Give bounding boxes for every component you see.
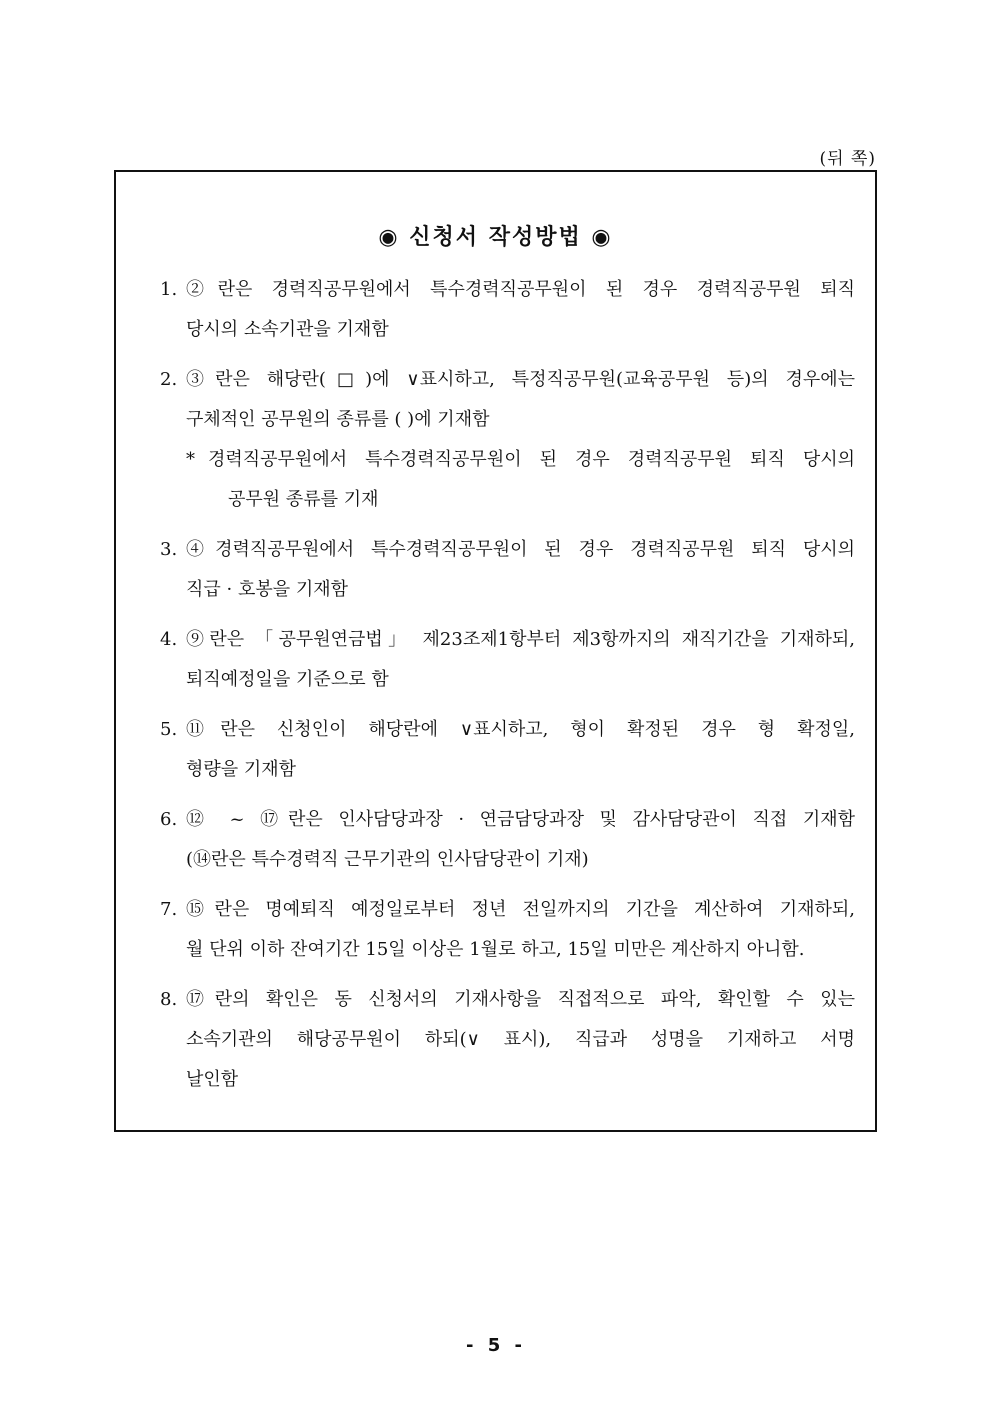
item-text-line: ⑨란은 「공무원연금법」 제23조제1항부터 제3항까지의 재직기간을 기재하되, <box>186 629 855 650</box>
item-text-line: 당시의 소속기관을 기재함 <box>186 319 389 340</box>
instructions-box <box>114 170 877 1132</box>
item-text-line: 직급 · 호봉을 기재함 <box>186 579 348 600</box>
instruction-item <box>160 800 855 880</box>
item-text-line: ④경력직공무원에서 특수경력직공무원이 된 경우 경력직공무원 퇴직 당시의 <box>186 539 855 560</box>
item-note <box>186 440 855 520</box>
item-number: 6. <box>160 809 178 830</box>
instruction-item <box>160 710 855 790</box>
item-text-line: 형량을 기재함 <box>186 759 297 780</box>
item-text-line: ②란은 경력직공무원에서 특수경력직공무원이 된 경우 경력직공무원 퇴직 <box>186 279 855 300</box>
instructions-title: ◉ 신청서 작성방법 ◉ <box>378 224 613 250</box>
item-text-line: ③란은 해당란(□)에 ∨표시하고, 특정직공무원(교육공무원 등)의 경우에는 <box>186 369 855 390</box>
item-text-line: 날인함 <box>186 1069 239 1090</box>
item-number: 3. <box>160 539 178 560</box>
item-text-line: ⑪란은 신청인이 해당란에 ∨표시하고, 형이 확정된 경우 형 확정일, <box>186 719 855 740</box>
page-number: - 5 - <box>466 1335 526 1356</box>
instruction-item <box>160 890 855 970</box>
page-side-label: (뒤 쪽) <box>819 149 876 169</box>
note-asterisk: * <box>186 449 195 470</box>
item-text-line: ⑰란의 확인은 동 신청서의 기재사항을 직접적으로 파악, 확인할 수 있는 <box>186 989 855 1010</box>
item-text-line: 월 단위 이하 잔여기간 15일 이상은 1월로 하고, 15일 미만은 계산하지 아니함. <box>186 939 805 960</box>
instructions-list <box>160 270 855 1110</box>
instruction-item <box>160 270 855 350</box>
item-text-line: 구체적인 공무원의 종류를 ( )에 기재함 <box>186 409 490 430</box>
item-number: 4. <box>160 629 178 650</box>
item-text-line: ⑮란은 명예퇴직 예정일로부터 정년 전일까지의 기간을 계산하여 기재하되, <box>186 899 855 920</box>
item-text-line: 소속기관의 해당공무원이 하되(∨ 표시), 직급과 성명을 기재하고 서명 <box>186 1029 855 1050</box>
instruction-item <box>160 530 855 610</box>
item-text-line: 퇴직예정일을 기준으로 함 <box>186 669 389 690</box>
instruction-item <box>160 980 855 1100</box>
item-number: 7. <box>160 899 178 920</box>
instruction-item <box>160 620 855 700</box>
item-text-line: (⑭란은 특수경력직 근무기관의 인사담당관이 기재) <box>186 849 589 870</box>
item-number: 1. <box>160 279 178 300</box>
item-number: 2. <box>160 369 178 390</box>
item-number: 8. <box>160 989 178 1010</box>
note-text-line: 경력직공무원에서 특수경력직공무원이 된 경우 경력직공무원 퇴직 당시의 <box>208 449 855 470</box>
item-number: 5. <box>160 719 178 740</box>
note-text-line: 공무원 종류를 기재 <box>228 489 379 510</box>
instruction-item <box>160 360 855 520</box>
item-text-line: ⑫ ~ ⑰란은 인사담당과장 · 연금담당과장 및 감사담당관이 직접 기재함 <box>186 809 855 830</box>
